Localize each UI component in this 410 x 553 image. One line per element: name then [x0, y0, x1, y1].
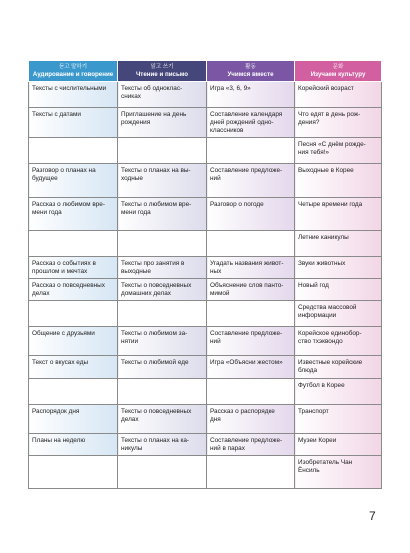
table-cell: Общение с друзьями: [29, 327, 118, 356]
table-cell: [29, 301, 118, 327]
table-cell: [118, 138, 207, 164]
table-row: [29, 257, 382, 279]
table-cell: Тексты о планах на ка- никулы: [118, 434, 207, 456]
table-cell: Составление предложе- ний: [207, 327, 295, 356]
header-korean-label: 문화: [332, 64, 344, 70]
table-cell: Приглашение на день рождения: [118, 108, 207, 138]
table-cell: Тексты с числительными: [29, 82, 118, 108]
header-reading-writing: [118, 61, 207, 82]
table-cell: Тексты с датами: [29, 108, 118, 138]
table-row: [29, 405, 382, 434]
page-number: 7: [369, 509, 376, 523]
table-cell: Составление предложе- ний в парах: [207, 434, 295, 456]
header-korean-label: 듣고 말하기: [58, 64, 88, 70]
table-row: [29, 138, 382, 164]
table-cell: [207, 456, 295, 489]
table-cell: Выходные в Корее: [295, 164, 382, 198]
header-korean-label: 활동: [245, 64, 256, 70]
table-cell: Футбол в Корее: [295, 379, 382, 405]
table-row: [29, 164, 382, 198]
table-cell: Планы на неделю: [29, 434, 118, 456]
table-cell: Рассказ о повседневных делах: [29, 279, 118, 301]
table-cell: Музеи Кореи: [295, 434, 382, 456]
header-russian-label: Аудирование и говорение: [32, 71, 114, 78]
table-cell: [29, 138, 118, 164]
table-cell: Угадать названия живот- ных: [207, 257, 295, 279]
table-cell: Тексты о повседневных делах: [118, 405, 207, 434]
table-cell: Рассказ о распорядке дня: [207, 405, 295, 434]
table-cell: [118, 301, 207, 327]
table-cell: Звуки животных: [295, 257, 382, 279]
table-cell: Тексты о любимом вре- мени года: [118, 198, 207, 231]
table-cell: Рассказ о любимом вре- мени года: [29, 198, 118, 231]
table-cell: Составление предложе- ний: [207, 164, 295, 198]
table-row: [29, 356, 382, 379]
table-cell: [118, 456, 207, 489]
table-cell: Разговор о погоде: [207, 198, 295, 231]
table-cell: Рассказ о событиях в прошлом и мечтах: [29, 257, 118, 279]
table-body: [29, 82, 382, 489]
table-row: [29, 456, 382, 489]
header-culture: [295, 61, 382, 82]
table-cell: Известные корейские блюда: [295, 356, 382, 379]
header-activity: [207, 61, 295, 82]
table-row: [29, 327, 382, 356]
table-cell: Транспорт: [295, 405, 382, 434]
table-cell: Составление календаря дней рождений одно- классников: [207, 108, 295, 138]
header-russian-label: Чтение и письмо: [135, 71, 189, 78]
table-cell: Корейский возраст: [295, 82, 382, 108]
table-cell: [29, 231, 118, 257]
table-cell: Новый год: [295, 279, 382, 301]
table-cell: Игра «Объясни жестом»: [207, 356, 295, 379]
table-row: [29, 279, 382, 301]
table-cell: Изобретатель Чан Ёнсиль: [295, 456, 382, 489]
table-cell: Тексты об одноклас- сниках: [118, 82, 207, 108]
table-cell: Летние каникулы: [295, 231, 382, 257]
table-cell: Средства массовой информации: [295, 301, 382, 327]
table-cell: Объяснение слов панто- мимой: [207, 279, 295, 301]
table-cell: Игра «3, 6, 9»: [207, 82, 295, 108]
table-cell: [118, 231, 207, 257]
table-cell: Тексты о любимом за- нятии: [118, 327, 207, 356]
table-cell: [118, 379, 207, 405]
header-russian-label: Изучаем культуру: [310, 71, 366, 78]
table-cell: Разговор о планах на будущее: [29, 164, 118, 198]
table-cell: [207, 379, 295, 405]
table-cell: Распорядок дня: [29, 405, 118, 434]
table-cell: Тексты о любимой еде: [118, 356, 207, 379]
table-row: [29, 379, 382, 405]
table-row: [29, 108, 382, 138]
header-row: [29, 61, 382, 82]
table-cell: [29, 456, 118, 489]
table-row: [29, 231, 382, 257]
table-cell: Тексты о планах на вы- ходные: [118, 164, 207, 198]
table-row: [29, 434, 382, 456]
table-cell: Текст о вкусах еды: [29, 356, 118, 379]
header-russian-label: Учимся вместе: [227, 71, 274, 78]
table-cell: [207, 301, 295, 327]
table-row: [29, 82, 382, 108]
table-cell: Тексты о повседневных домашних делах: [118, 279, 207, 301]
curriculum-table: [28, 60, 382, 489]
table-cell: Четыре времени года: [295, 198, 382, 231]
header-korean-label: 읽고 쓰기: [150, 64, 174, 70]
table-cell: Что едят в день рож- дения?: [295, 108, 382, 138]
table-cell: Песня «С днём рожде- ния тебя!»: [295, 138, 382, 164]
table-cell: Тексты про занятия в выходные: [118, 257, 207, 279]
table-cell: Корейское единобор- ство тхэквондо: [295, 327, 382, 356]
table-row: [29, 198, 382, 231]
table-cell: [207, 231, 295, 257]
header-listening-speaking: [29, 61, 118, 82]
table-cell: [29, 379, 118, 405]
table-cell: [207, 138, 295, 164]
table-row: [29, 301, 382, 327]
